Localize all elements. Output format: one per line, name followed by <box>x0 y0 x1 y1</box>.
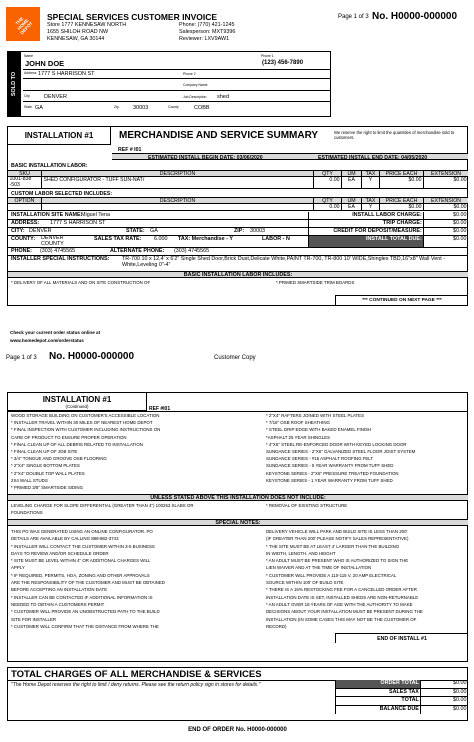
job-description: shed <box>217 94 229 100</box>
continued-label: *** CONTINUED ON NEXT PAGE *** <box>362 298 442 303</box>
not-include-bar <box>8 494 468 501</box>
includes-left: * DELIVERY OF ALL MATERIALS AND ON SITE CONSTRUCTION OF <box>11 280 151 285</box>
site-zip: 30003 <box>250 228 265 234</box>
list-item: IN WIDTH, LENGTH, AND HEIGHT <box>266 550 336 556</box>
custom-option <box>8 204 42 210</box>
zip-label: Zip <box>114 105 119 109</box>
list-item: * THE SITE MUST BE AT LEAST 4' LARGER THAN THE BUILDING <box>266 543 400 549</box>
store-address <box>47 22 126 43</box>
custom-section-label: CUSTOM LABOR SELECTED INCLUDES: <box>11 191 113 197</box>
customer-copy: Customer Copy <box>214 355 256 361</box>
list-item: KEYSTONE SERIES - 2"X6" PRESSURE TREATED FOUNDATION <box>266 470 399 476</box>
labor-header-um: UM <box>342 171 362 176</box>
site-county-label: COUNTY: <box>11 236 36 242</box>
custom-header-option: OPTION <box>8 198 42 203</box>
total-row-labor <box>309 212 468 220</box>
list-item: * 2"X4" RAFTERS JOINED WITH STEEL PLATES <box>266 413 365 418</box>
labor-header-qty: QTY <box>314 171 342 176</box>
list-item: * THERE IS A 15% RESTOCKING FEE FOR A CANCELLED ORDER AFTER <box>266 587 417 593</box>
total-value: $0.00 <box>453 236 467 242</box>
store-line-2: 1655 SHILOH ROAD NW <box>47 29 109 35</box>
totals-list <box>308 212 468 247</box>
list-item: SUNDANCE SERIES - 5 YEAR WARRANTY FROM TUFF SHED <box>266 463 394 469</box>
list-item: DETAILS ARE AVAILABLE BY CALLING 888-882-3743 <box>11 536 119 542</box>
labor-um: EA <box>342 177 362 188</box>
job-desc-label: Job Description <box>183 95 207 99</box>
sales-tax-value: $0.00 <box>453 688 467 695</box>
end-install-label: END OF INSTALL #1 <box>377 635 427 642</box>
table-row <box>8 204 468 211</box>
city-line <box>23 101 330 102</box>
alt-phone-label: ALTERNATE PHONE: <box>110 248 165 254</box>
list-item: * FINAL CLEAN UP OF JOB SITE <box>11 449 78 455</box>
reserve-note: We reserve the right to limit the quantities of merchandise sold to customers. <box>334 130 455 140</box>
list-item: * FINAL INSPECTION WITH CUSTOMER INCLUDING INSTRUCTIONS ON <box>11 427 161 433</box>
total-row-credit <box>309 228 468 236</box>
site-city: DENVER <box>29 228 52 234</box>
site-city-label: CITY: <box>11 228 25 234</box>
custom-qty: 0.00 <box>314 204 342 210</box>
custom-header-qty: QTY <box>314 198 342 203</box>
list-item: * INSTALLER WILL CONTACT THE CUSTOMER WITHIN 3-5 BUSINESS <box>11 543 155 549</box>
begin-date: ESTIMATED INSTALL BEGIN DATE: 03/06/2020 <box>148 154 263 161</box>
list-item: DECISIONS ABOUT YOUR INSTALLATION MUST BE PRESENT DURING THE <box>266 609 423 615</box>
sold-to-label: SOLD TO <box>11 72 18 97</box>
customer-name: JOHN DOE <box>25 59 65 68</box>
order-totals <box>335 680 468 714</box>
total-label: TRIP CHARGE: <box>309 220 424 227</box>
name-line <box>23 69 330 70</box>
tax-rate: 6.000 <box>154 236 168 242</box>
custom-header-tax: TAX <box>362 198 380 203</box>
list-item: (IF GREATER THAN 200' PLEASE NOTIFY SALES REPRESENTATIVE) <box>266 536 409 542</box>
total-value: $0.00 <box>453 220 467 226</box>
grand-total-label: TOTAL <box>336 697 421 705</box>
balance-due-label: BALANCE DUE <box>336 706 421 715</box>
store-contact <box>179 22 235 43</box>
cont-subtitle: (Continued) <box>65 404 89 409</box>
order-total-row <box>336 680 468 689</box>
tax-merch: TAX: Merchandise - Y <box>178 236 233 242</box>
custom-ext: $0.00 <box>453 204 467 210</box>
store-line-3: KENNESAW, GA 30144 <box>47 36 105 42</box>
salesperson: Salesperson: MXT9396 <box>179 29 236 35</box>
end-date: ESTIMATED INSTALL END DATE: 04/05/2020 <box>318 154 428 161</box>
site-address-label: ADDRESS: <box>11 220 40 226</box>
list-item: THIS PO WAS GENERATED USING AN ONLINE CONFIGURATOR. PO <box>11 529 153 534</box>
totals-section <box>7 667 468 721</box>
cont-left-items <box>11 412 160 491</box>
custom-tax: Y <box>362 204 380 210</box>
special-right <box>266 528 423 630</box>
site-county-line <box>8 247 468 248</box>
labor-section-label: BASIC INSTALLATION LABOR: <box>11 163 88 169</box>
list-item: * IF REQUIRED, PERMITS, HOA, ZONING AND OTHER APPROVALS <box>11 572 150 578</box>
company-line <box>23 90 330 91</box>
list-item: * PRIMED 3/8" SMARTSIDE SIDING <box>11 485 83 491</box>
order-number: No. H0000-000000 <box>372 11 458 22</box>
customer-zip: 30003 <box>133 105 149 111</box>
address-line <box>23 78 330 79</box>
not-include-left: LEVELING CHARGE FOR SLOPE DIFFERENTIAL (GREATER THAN 4") 100253 SLABS OR FOUNDATIONS <box>11 503 194 515</box>
custom-header-price: PRICE EACH <box>380 198 424 203</box>
list-item: DELIVERY VEHICLE WILL PARK AND BUILD SITE IS LESS THAN 200' <box>266 529 408 534</box>
list-item: * 7/16" OSB ROOF SHEATHING <box>266 420 330 426</box>
site-phone: (303) 4745565 <box>40 248 76 254</box>
list-item: *ASPHALT 25 YEAR SHINGLES <box>266 434 330 440</box>
status-line-1: Check your current order status online at <box>10 330 101 335</box>
special-notes-title: SPECIAL NOTES: <box>215 520 261 526</box>
site-name: Miguel Tena <box>81 212 110 218</box>
cont-ref: REF #I01 <box>149 406 171 412</box>
alt-phone: (303) 4745565 <box>174 248 210 254</box>
site-address: 1777 S HARRISON ST <box>50 220 106 226</box>
labor-table <box>8 170 468 189</box>
list-item: SOURCE WITHIN 100' OF BUILD SITE <box>266 580 344 586</box>
list-item: * SITE MUST BE LEVEL WITHIN 4" OR ADDITIONAL CHARGES WILL <box>11 558 151 564</box>
labor-desc: SHED CONFIGURATOR - TUFF SUN-NAT/ <box>42 177 314 188</box>
list-item: * 2"X4" SINGLE BOTTOM PLATES <box>11 463 80 469</box>
custom-price: $0.00 <box>380 204 424 210</box>
home-depot-logo-text: THE HOME DEPOT <box>14 15 34 35</box>
phone1-label: Phone 1 <box>261 54 274 58</box>
list-item: * CUSTOMER WILL CONFIRM THAT THE DISTANCE FROM WHERE THE <box>11 623 159 629</box>
labor-ext: $0.00 <box>453 177 467 183</box>
status-note <box>10 329 100 345</box>
grand-total-value: $0.00 <box>453 697 467 703</box>
installation-cont-block <box>7 392 468 662</box>
customer-address: 1777 S HARRISON ST <box>38 71 95 77</box>
site-county: DENVER COUNTY <box>41 235 64 247</box>
end-of-order: END OF ORDER No. H0000-000000 <box>188 727 287 733</box>
site-state: GA <box>150 228 158 234</box>
list-item: * CUSTOMER WILL PROVIDE AN UNOBSTRUCTED PATH TO THE BUILD <box>11 609 160 615</box>
special-left <box>11 528 165 630</box>
custom-header-um: UM <box>342 198 362 203</box>
labor-header-ext: EXTENSION <box>431 171 461 176</box>
tax-rate-label: SALES TAX RATE: <box>94 236 142 242</box>
custom-desc <box>42 204 314 210</box>
customer-state: GA <box>35 105 43 111</box>
installation-title-box <box>8 127 111 145</box>
total-label: INSTALL LABOR CHARGE: <box>309 212 424 219</box>
total-value: $0.00 <box>453 228 467 234</box>
custom-header-row <box>8 197 468 204</box>
total-label: INSTALL TOTAL DUE: <box>309 236 424 247</box>
list-item: ARE THE RESPONSIBILITY OF THE CUSTOMER AND MUST BE OBTAINED <box>11 580 165 586</box>
reviewer: Reviewer: LXV9AW1 <box>179 36 230 42</box>
cont-title-box <box>8 393 147 411</box>
order-total-label: ORDER TOTAL <box>336 680 421 688</box>
list-item: KEYSTONE SERIES - 1 YEAR WARRANTY FROM TUFF SHED <box>266 477 393 483</box>
installation-block <box>7 126 468 306</box>
balance-due-row <box>336 706 468 715</box>
grand-total-row <box>336 697 468 706</box>
list-item: RECORD) <box>266 623 287 629</box>
home-depot-logo <box>6 7 40 41</box>
list-item: NEEDED TO OBTAIN A CUSTOMERS PERMIT <box>11 601 105 607</box>
labor-tax: Y <box>362 177 380 188</box>
total-row-due <box>309 236 468 247</box>
custom-um: EA <box>342 204 362 210</box>
installation-title: INSTALLATION #1 <box>24 131 94 140</box>
dates-bar <box>112 153 468 160</box>
sales-tax-label: SALES TAX <box>336 689 421 697</box>
labor-header-tax: TAX <box>362 171 380 176</box>
cont-right-items <box>266 412 415 484</box>
list-item: * CUSTOMER WILL PROVIDE A 110-115 V, 20 AMP ELECTRICAL <box>266 572 397 578</box>
site-phone-label: PHONE: <box>11 248 32 254</box>
order-total-value: $0.00 <box>453 680 467 686</box>
total-label: CREDIT FOR DEPOSIT/MEASURE: <box>309 228 424 235</box>
labor-header-desc: DESCRIPTION <box>42 171 314 176</box>
not-include-right: * REMOVAL OF EXISTING STRUCTURE <box>266 503 348 508</box>
company-label: Company Name <box>183 83 208 87</box>
custom-header-desc: DESCRIPTION <box>42 198 314 203</box>
county-label: County <box>168 105 179 109</box>
custom-header-ext: EXTENSION <box>431 198 461 203</box>
includes-title: BASIC INSTALLATION LABOR INCLUDES: <box>183 272 293 278</box>
includes-right: * PRIMED SMARTSIDE TRIM BOARDS <box>276 280 355 285</box>
instructions-text: TR-700 10 x 12,4' x 6'2" Single Shed Door,Brick Dust,Delicate White,PAINT TR-700, TR-800 10' WIDE,Shingles TBD,16"x8" Wall Vent - White,Leveling 0"-4" <box>122 256 446 268</box>
list-item: INSTALLATION DATE IS SET, INSTALLED SHEDS ARE NON-RETURNABLE <box>266 594 419 600</box>
list-item: SUNDANCE SERIES - #15 ASPHALT ROOFING FELT <box>266 456 374 462</box>
custom-table <box>8 197 468 211</box>
balance-due-value: $0.00 <box>453 705 467 712</box>
list-item: LIEN WAIVER AND AT THE TIME OF INSTALLATION <box>266 565 372 571</box>
total-value: $0.00 <box>453 212 467 218</box>
end-install-box <box>335 633 468 643</box>
page2-order-number: No. H0000-000000 <box>49 351 135 362</box>
labor-qty: 0.00 <box>314 177 342 188</box>
not-include-title: UNLESS STATED ABOVE THIS INSTALLATION DOES NOT INCLUDE: <box>150 495 326 501</box>
sales-tax-row <box>336 689 468 698</box>
customer-phone1: (123) 456-7890 <box>262 60 304 66</box>
list-item: * INSTALLER TRAVEL WITHIN 30 MILES OF NEAREST HOME DEPOT <box>11 420 153 426</box>
continued-box <box>335 295 468 305</box>
list-item: * 4"X6" STEEL RE-ENFORCED DOOR WITH KEYED LOCKING DOOR <box>266 441 407 447</box>
name-label: Name <box>24 54 34 58</box>
labor-header-sku: SKU <box>8 171 42 176</box>
list-item: CARE OF PRODUCT TO ENSURE PROPER OPERATION <box>11 434 127 440</box>
ref-number: REF # I01 <box>118 147 142 153</box>
list-item: SITE FOR INSTALLER <box>11 616 57 622</box>
customer-county: COBB <box>194 105 210 111</box>
instructions-label: INSTALLER SPECIAL INSTRUCTIONS: <box>11 256 110 262</box>
store-phone: Phone: (770) 421-1245 <box>179 22 235 28</box>
address-label: Address <box>24 71 37 75</box>
list-item: APPLY <box>11 565 25 571</box>
sold-to-side <box>8 52 21 116</box>
table-row <box>8 177 468 189</box>
list-item: * FINAL CLEAN UP OF ALL DEBRIS RELATED TO INSTALLATION <box>11 441 143 447</box>
total-row-trip <box>309 220 468 228</box>
list-item: * AN ADULT MUST BE PRESENT WHO IS AUTHORIZED TO SIGN THE <box>266 558 409 564</box>
phone2-label: Phone 2 <box>183 72 196 76</box>
list-item: INSTALLATION (IN SOME CASES THIS MAY NOT BE THE CUSTOMER OF <box>266 616 417 622</box>
labor-sku: 1001-838 -503 <box>8 177 42 188</box>
special-notes-bar <box>8 519 468 526</box>
includes-bar <box>8 271 468 278</box>
store-line-1: Store 1777 KENNESAW NORTH <box>47 22 127 28</box>
list-item: BEFORE ACCEPTING AN INSTALLATION DATE <box>11 587 108 593</box>
list-item: WOOD STORAGE BUILDING ON CUSTOMER'S ACCESSIBLE LOCATION <box>11 413 160 418</box>
site-zip-label: ZIP: <box>234 228 245 234</box>
labor-price: $0.00 <box>380 177 424 188</box>
list-item: * AN ADULT OVER 18 YEARS OF AGE WITH THE AUTHORITY TO MAKE <box>266 601 413 607</box>
page-number: Page 1 of 3 <box>338 14 369 20</box>
state-label: State <box>24 105 32 109</box>
tax-labor: LABOR - N <box>262 236 290 242</box>
labor-header-row <box>8 170 468 177</box>
list-item: * 2"X4" DOUBLE TOP WALL PLATES <box>11 470 85 476</box>
cont-title: INSTALLATION #1 <box>42 395 112 404</box>
merch-summary-title: MERCHANDISE AND SERVICE SUMMARY <box>119 130 319 141</box>
list-item: DAYS TO REVIEW AND/OR SCHEDULE ORDER <box>11 550 109 556</box>
page2-number: Page 1 of 3 <box>6 355 37 361</box>
list-item: * 3/4" TONGUE AND GROOVE OSB FLOORING <box>11 456 107 462</box>
list-item: * INSTALLER CAN BE CONTACTED IF ADDITIONAL INFORMATION IS <box>11 594 153 600</box>
customer-city: DENVER <box>44 94 67 100</box>
invoice-title: SPECIAL SERVICES CUSTOMER INVOICE <box>47 12 218 22</box>
return-policy-note: "The Home Depot reserves the right to limit / deny returns. Please see the return policy sign in stores for details." <box>11 682 261 688</box>
list-item: 2X4 WALL STUDS <box>11 477 48 483</box>
city-label: City <box>24 94 30 98</box>
site-name-label: INSTALLATION SITE NAME: <box>11 212 83 218</box>
totals-title: TOTAL CHARGES OF ALL MERCHANDISE & SERVICES <box>11 669 262 680</box>
status-link[interactable]: www.homedepot.com/orderstatus <box>10 338 84 343</box>
list-item: SUNDANCE SERIES - 2"X6" GALVANIZED STEEL FLOOR JOIST SYSTEM <box>266 449 416 455</box>
sold-to-box <box>7 51 331 117</box>
list-item: * STEEL DRIP EDGE WITH BAKED ENAMEL FINISH <box>266 427 372 433</box>
site-state-label: STATE: <box>126 228 145 234</box>
labor-header-price: PRICE EACH <box>380 171 424 176</box>
